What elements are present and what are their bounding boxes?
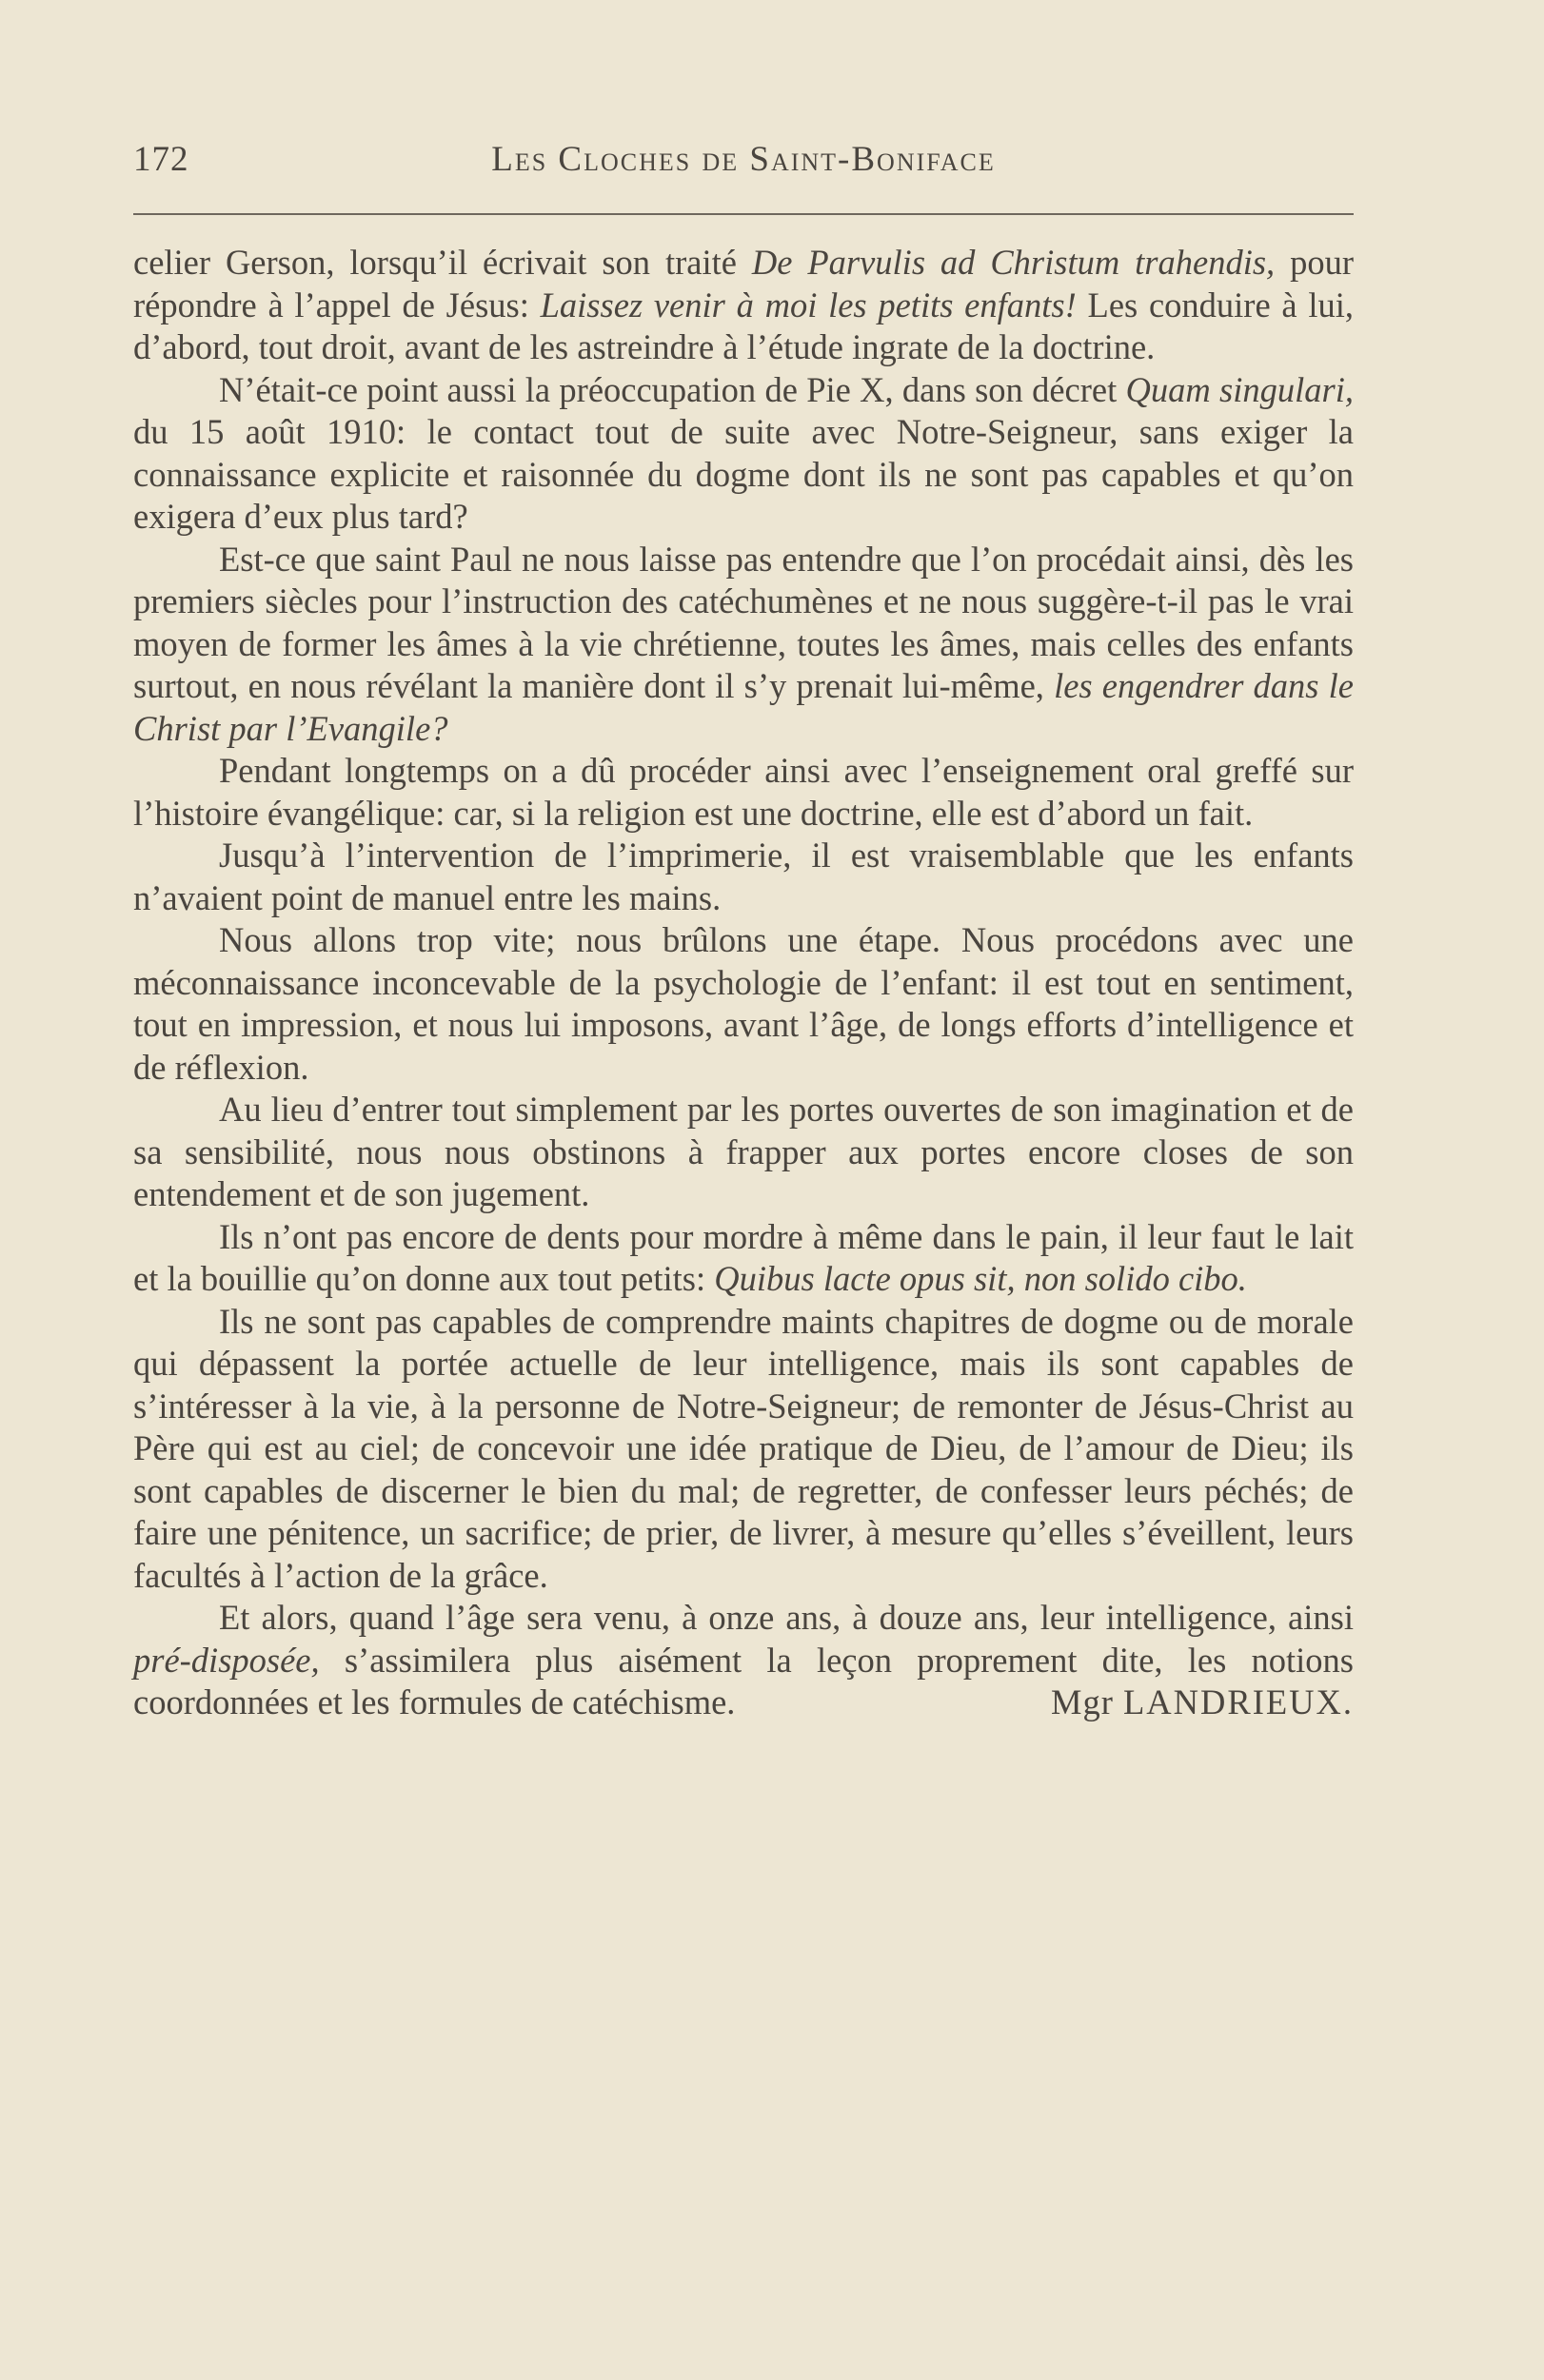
paragraph — [133, 369, 1354, 539]
text: Les conduire à lui, d’abord, tout droit, avant de les astreindre à l’étude ingrate de la doctrine. — [133, 285, 1354, 366]
text: N’était-ce point aussi la préoccupation de Pie X, dans son décret — [219, 369, 1126, 409]
italic-text: pré-disposée, — [133, 1640, 320, 1680]
text: pour répondre à l’appel de Jésus: — [133, 243, 1354, 325]
italic-text: Quam singulari, — [1125, 369, 1354, 409]
text: celier Gerson, lorsqu’il écrivait son traité — [133, 243, 752, 282]
page-header — [133, 133, 1354, 190]
paragraph — [133, 919, 1354, 1089]
italic-text: Laissez venir à moi les petits enfants! — [540, 285, 1077, 325]
paragraph — [133, 1216, 1354, 1301]
text: du 15 août 1910: le contact tout de suite avec Notre-Seigneur, sans exiger la connaissance explicite et raisonnée du dogme dont ils ne sont pas capables et qu’on exigera d’eux plus tard? — [133, 412, 1354, 536]
text: Jusqu’à l’intervention de l’imprimerie, il est vraisemblable que les enfants n’avaient point de manuel entre les mains. — [133, 836, 1354, 917]
paragraph — [133, 1597, 1354, 1724]
article-body — [133, 242, 1354, 1724]
page-number: 172 — [133, 140, 189, 179]
text: Ils n’ont pas encore de dents pour mordre à même dans le pain, il leur faut le lait et la bouillie qu’on donne aux tout petits: — [133, 1216, 1354, 1298]
document-page — [133, 133, 1354, 1724]
paragraph — [133, 539, 1354, 751]
signature-name: LANDRIEUX. — [1122, 1682, 1354, 1721]
author-signature — [965, 1682, 1354, 1724]
text: Et alors, quand l’âge sera venu, à onze ans, à douze ans, leur intelligence, ainsi — [219, 1598, 1354, 1637]
text: Au lieu d’entrer tout simplement par les portes ouvertes de son imagination et de sa sensibilité, nous nous obstinons à frapper aux portes encore closes de son entendement et de son jugement. — [133, 1090, 1354, 1213]
running-title: Les Cloches de Saint-Boniface — [491, 140, 996, 179]
paragraph — [133, 1301, 1354, 1598]
paragraph — [133, 1089, 1354, 1216]
text: Est-ce que saint Paul ne nous laisse pas entendre que l’on procédait ainsi, dès les premiers siècles pour l’instruction des catéchumènes et ne nous suggère-t-il pas le vrai moyen de former les âmes à la vie chrétienne, toutes les âmes, mais celles des enfants surtout, en nous révélant la manière dont il s’y prenait lui-même, — [133, 539, 1354, 705]
paragraph — [133, 835, 1354, 919]
text: s’assimilera plus aisément la leçon proprement dite, les notions coordonnées et les formules de catéchisme. — [133, 1640, 1354, 1721]
signature-prefix: Mgr — [1051, 1682, 1114, 1721]
italic-text: les engendrer dans le Christ par l’Evangile? — [133, 666, 1354, 748]
text: Pendant longtemps on a dû procéder ainsi avec l’enseignement oral greffé sur l’histoire évangélique: car, si la religion est une doctrine, elle est d’abord un fait. — [133, 751, 1354, 833]
paragraph — [133, 242, 1354, 369]
text: Ils ne sont pas capables de comprendre maints chapitres de dogme ou de morale qui dépassent la portée actuelle de leur intelligence, mais ils sont capables de s’intéresser à la vie, à la personne de Notre-Seigneur; de remonter de Jésus-Christ au Père qui est au ciel; de concevoir une idée pratique de Dieu, de l’amour de Dieu; ils sont capables de discerner le bien du mal; de regretter, de confesser leurs péchés; de faire une pénitence, un sacrifice; de prier, de livrer, à mesure qu’elles s’éveillent, leurs facultés à l’action de la grâce. — [133, 1301, 1354, 1595]
header-rule — [133, 213, 1354, 215]
text: Nous allons trop vite; nous brûlons une étape. Nous procédons avec une méconnaissance inconcevable de la psychologie de l’enfant: il est tout en sentiment, tout en impression, et nous lui imposons, avant l’âge, de longs efforts d’intelligence et de réflexion. — [133, 920, 1354, 1087]
italic-text: Quibus lacte opus sit, non solido cibo. — [714, 1259, 1247, 1298]
paragraph — [133, 750, 1354, 835]
italic-text: De Parvulis ad Christum trahendis, — [751, 243, 1276, 282]
